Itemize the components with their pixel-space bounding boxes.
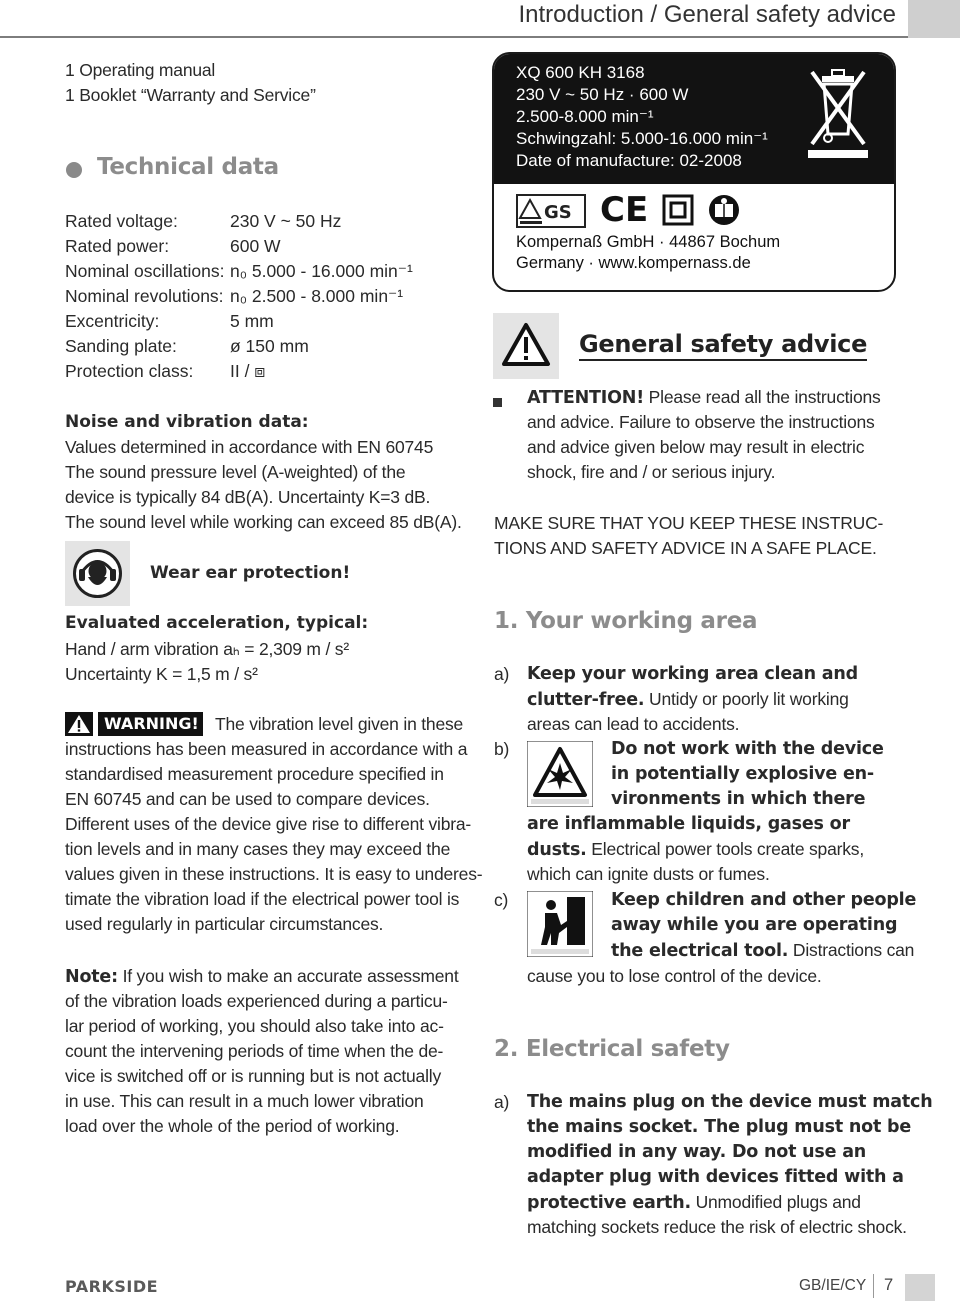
warning-label: WARNING! [98, 712, 203, 736]
spec-label: Rated voltage: [65, 211, 178, 231]
working-b-line [527, 837, 864, 863]
note-text: in use. This can result in a much lower vibration [65, 1091, 424, 1111]
footer-divider [873, 1274, 874, 1298]
working-b-text: Do not work with the device [611, 739, 884, 759]
warning-text: used regularly in particular circumstances. [65, 914, 384, 934]
ear-protection-text: Wear ear protection! [150, 563, 351, 583]
warning-text: standardised measurement procedure specified in [65, 764, 444, 784]
working-c-text: Distractions can [788, 940, 915, 960]
attention-label: ATTENTION! [527, 388, 645, 408]
warning-text: instructions has been measured in accordance with a [65, 739, 468, 759]
noise-line: Values determined in accordance with EN 60745 [65, 437, 434, 457]
note-text: lar period of working, you should also take into ac- [65, 1016, 444, 1036]
spec-value: 230 V ~ 50 Hz [230, 211, 342, 231]
header-tab-marker [908, 0, 960, 38]
parkside-logo: PARKSIDE [65, 1277, 159, 1296]
spec-label: Protection class: [65, 361, 194, 381]
acceleration-line: Uncertainty K = 1,5 m / s² [65, 664, 258, 684]
gs-certification-icon [516, 194, 586, 228]
spec-row [65, 209, 341, 234]
spec-value: 5 mm [230, 311, 274, 331]
spec-row [65, 259, 413, 284]
plate-line: Schwingzahl: 5.000-16.000 min⁻¹ [516, 129, 768, 148]
rating-plate [492, 52, 896, 292]
working-b-text: which can ignite dusts or fumes. [527, 864, 770, 884]
spec-value: n₀ 2.500 - 8.000 min⁻¹ [230, 286, 404, 306]
electrical-a-text: The mains plug on the device must match [527, 1092, 933, 1112]
item-letter: a) [494, 1092, 510, 1112]
warning-text: values given in these instructions. It is easy to underes- [65, 864, 483, 884]
working-c-text: cause you to lose control of the device. [527, 966, 822, 986]
protection-class-icon [662, 194, 694, 226]
spec-label: Nominal revolutions: [65, 286, 224, 306]
electrical-a-text: the mains socket. The plug must not be [527, 1117, 912, 1137]
plate-line: 230 V ~ 50 Hz · 600 W [516, 85, 689, 104]
crossed-bin-icon [804, 64, 872, 160]
working-c-text: Keep children and other people [611, 890, 917, 910]
working-a-line [527, 687, 849, 713]
noise-line: device is typically 84 dB(A). Uncertainty K=3 dB. [65, 487, 431, 507]
warning-text: tion levels and in many cases they may exceed the [65, 839, 451, 859]
spec-row [65, 309, 274, 334]
warning-triangle-icon [493, 313, 559, 379]
keep-instructions-text: MAKE SURE THAT YOU KEEP THESE INSTRUC- [494, 513, 884, 533]
warning-text: Different uses of the device give rise to different vibra- [65, 814, 472, 834]
plate-line: 2.500-8.000 min⁻¹ [516, 107, 654, 126]
spec-label: Nominal oscillations: [65, 261, 225, 281]
working-a-bold: clutter-free. [527, 690, 645, 710]
spec-label: Sanding plate: [65, 336, 177, 356]
item-letter: a) [494, 664, 510, 684]
attention-line [527, 385, 881, 411]
note-text: vice is switched off or is running but is not actually [65, 1066, 442, 1086]
plate-line: XQ 600 KH 3168 [516, 63, 645, 82]
working-b-bold: dusts. [527, 840, 587, 860]
electrical-a-bold: protective earth. [527, 1193, 691, 1213]
explosive-hazard-icon [527, 741, 593, 807]
working-a-text: Untidy or poorly lit working [644, 689, 849, 709]
item-letter: b) [494, 739, 510, 759]
noise-line: The sound pressure level (A-weighted) of the [65, 462, 406, 482]
electrical-a-text: adapter plug with devices fitted with a [527, 1167, 904, 1187]
spec-label: Rated power: [65, 236, 170, 256]
item-letter: c) [494, 890, 509, 910]
plate-website: Germany · www.kompernass.de [516, 254, 751, 272]
note-first-line [65, 964, 459, 990]
page-number: 7 [884, 1276, 894, 1294]
acceleration-heading: Evaluated acceleration, typical: [65, 613, 369, 633]
electrical-a-text: matching sockets reduce the risk of electric shock. [527, 1217, 907, 1237]
read-manual-icon [708, 194, 740, 226]
working-b-text: vironments in which there [611, 789, 866, 809]
warning-text: timate the vibration load if the electrical power tool is [65, 889, 460, 909]
contents-item: 1 Booklet “Warranty and Service” [65, 85, 316, 105]
attention-text: and advice. Failure to observe the instructions [527, 412, 875, 432]
working-b-text: are inflammable liquids, gases or [527, 814, 850, 834]
working-b-text: Electrical power tools create sparks, [586, 839, 865, 859]
electrical-safety-heading: 2. Electrical safety [494, 1036, 730, 1062]
section-bullet-icon [66, 162, 82, 178]
safety-heading: General safety advice [579, 330, 867, 361]
acceleration-line: Hand / arm vibration aₕ = 2,309 m / s² [65, 639, 349, 659]
working-c-text: away while you are operating [611, 915, 898, 935]
noise-heading: Noise and vibration data: [65, 412, 309, 432]
electrical-a-text: modified in any way. Do not use an [527, 1142, 867, 1162]
attention-text: shock, fire and / or serious injury. [527, 462, 776, 482]
spec-row [65, 334, 309, 359]
working-b-text: in potentially explosive en- [611, 764, 874, 784]
note-text: count the intervening periods of time when the de- [65, 1041, 444, 1061]
spec-row [65, 234, 281, 259]
ear-protection-icon [65, 541, 130, 606]
warning-triangle-icon [65, 712, 93, 736]
working-a-text: Keep your working area clean and [527, 664, 858, 684]
keep-away-icon [527, 891, 593, 957]
working-a-text: areas can lead to accidents. [527, 714, 740, 734]
ce-mark-icon: CE [600, 190, 649, 230]
spec-label: Excentricity: [65, 311, 160, 331]
electrical-a-line [527, 1190, 861, 1216]
warning-text: The vibration level given in these [215, 714, 464, 734]
spec-value: 600 W [230, 236, 281, 256]
technical-data-heading: Technical data [97, 154, 279, 180]
plate-line: Date of manufacture: 02-2008 [516, 151, 742, 170]
spec-row [65, 284, 403, 309]
spec-row [65, 359, 265, 384]
note-text: If you wish to make an accurate assessment [117, 966, 459, 986]
spec-value: ø 150 mm [230, 336, 309, 356]
contents-item: 1 Operating manual [65, 60, 216, 80]
spec-value: II / ⧈ [230, 361, 266, 381]
electrical-a-text: Unmodified plugs and [690, 1192, 861, 1212]
footer-tab-marker [905, 1274, 935, 1301]
warning-text: EN 60745 and can be used to compare devices. [65, 789, 430, 809]
attention-text: Please read all the instructions [644, 387, 881, 407]
plate-manufacturer [516, 232, 780, 274]
square-bullet-icon [493, 398, 502, 407]
country-code: GB/IE/CY [799, 1277, 867, 1294]
working-c-line [611, 938, 914, 964]
noise-line: The sound level while working can exceed 85 dB(A). [65, 512, 462, 532]
note-label: Note: [65, 967, 118, 987]
note-text: load over the whole of the period of working. [65, 1116, 400, 1136]
attention-text: and advice given below may result in electric [527, 437, 865, 457]
note-text: of the vibration loads experienced during a particu- [65, 991, 448, 1011]
page-title: Introduction / General safety advice [518, 1, 896, 28]
plate-company: Kompernaß GmbH · 44867 Bochum [516, 233, 781, 251]
svg-text:GS: GS [544, 202, 572, 223]
rating-plate-specs [516, 62, 768, 172]
keep-instructions-text: TIONS AND SAFETY ADVICE IN A SAFE PLACE. [494, 538, 877, 558]
spec-value: n₀ 5.000 - 16.000 min⁻¹ [230, 261, 413, 281]
working-c-bold: the electrical tool. [611, 941, 789, 961]
working-area-heading: 1. Your working area [494, 608, 758, 634]
